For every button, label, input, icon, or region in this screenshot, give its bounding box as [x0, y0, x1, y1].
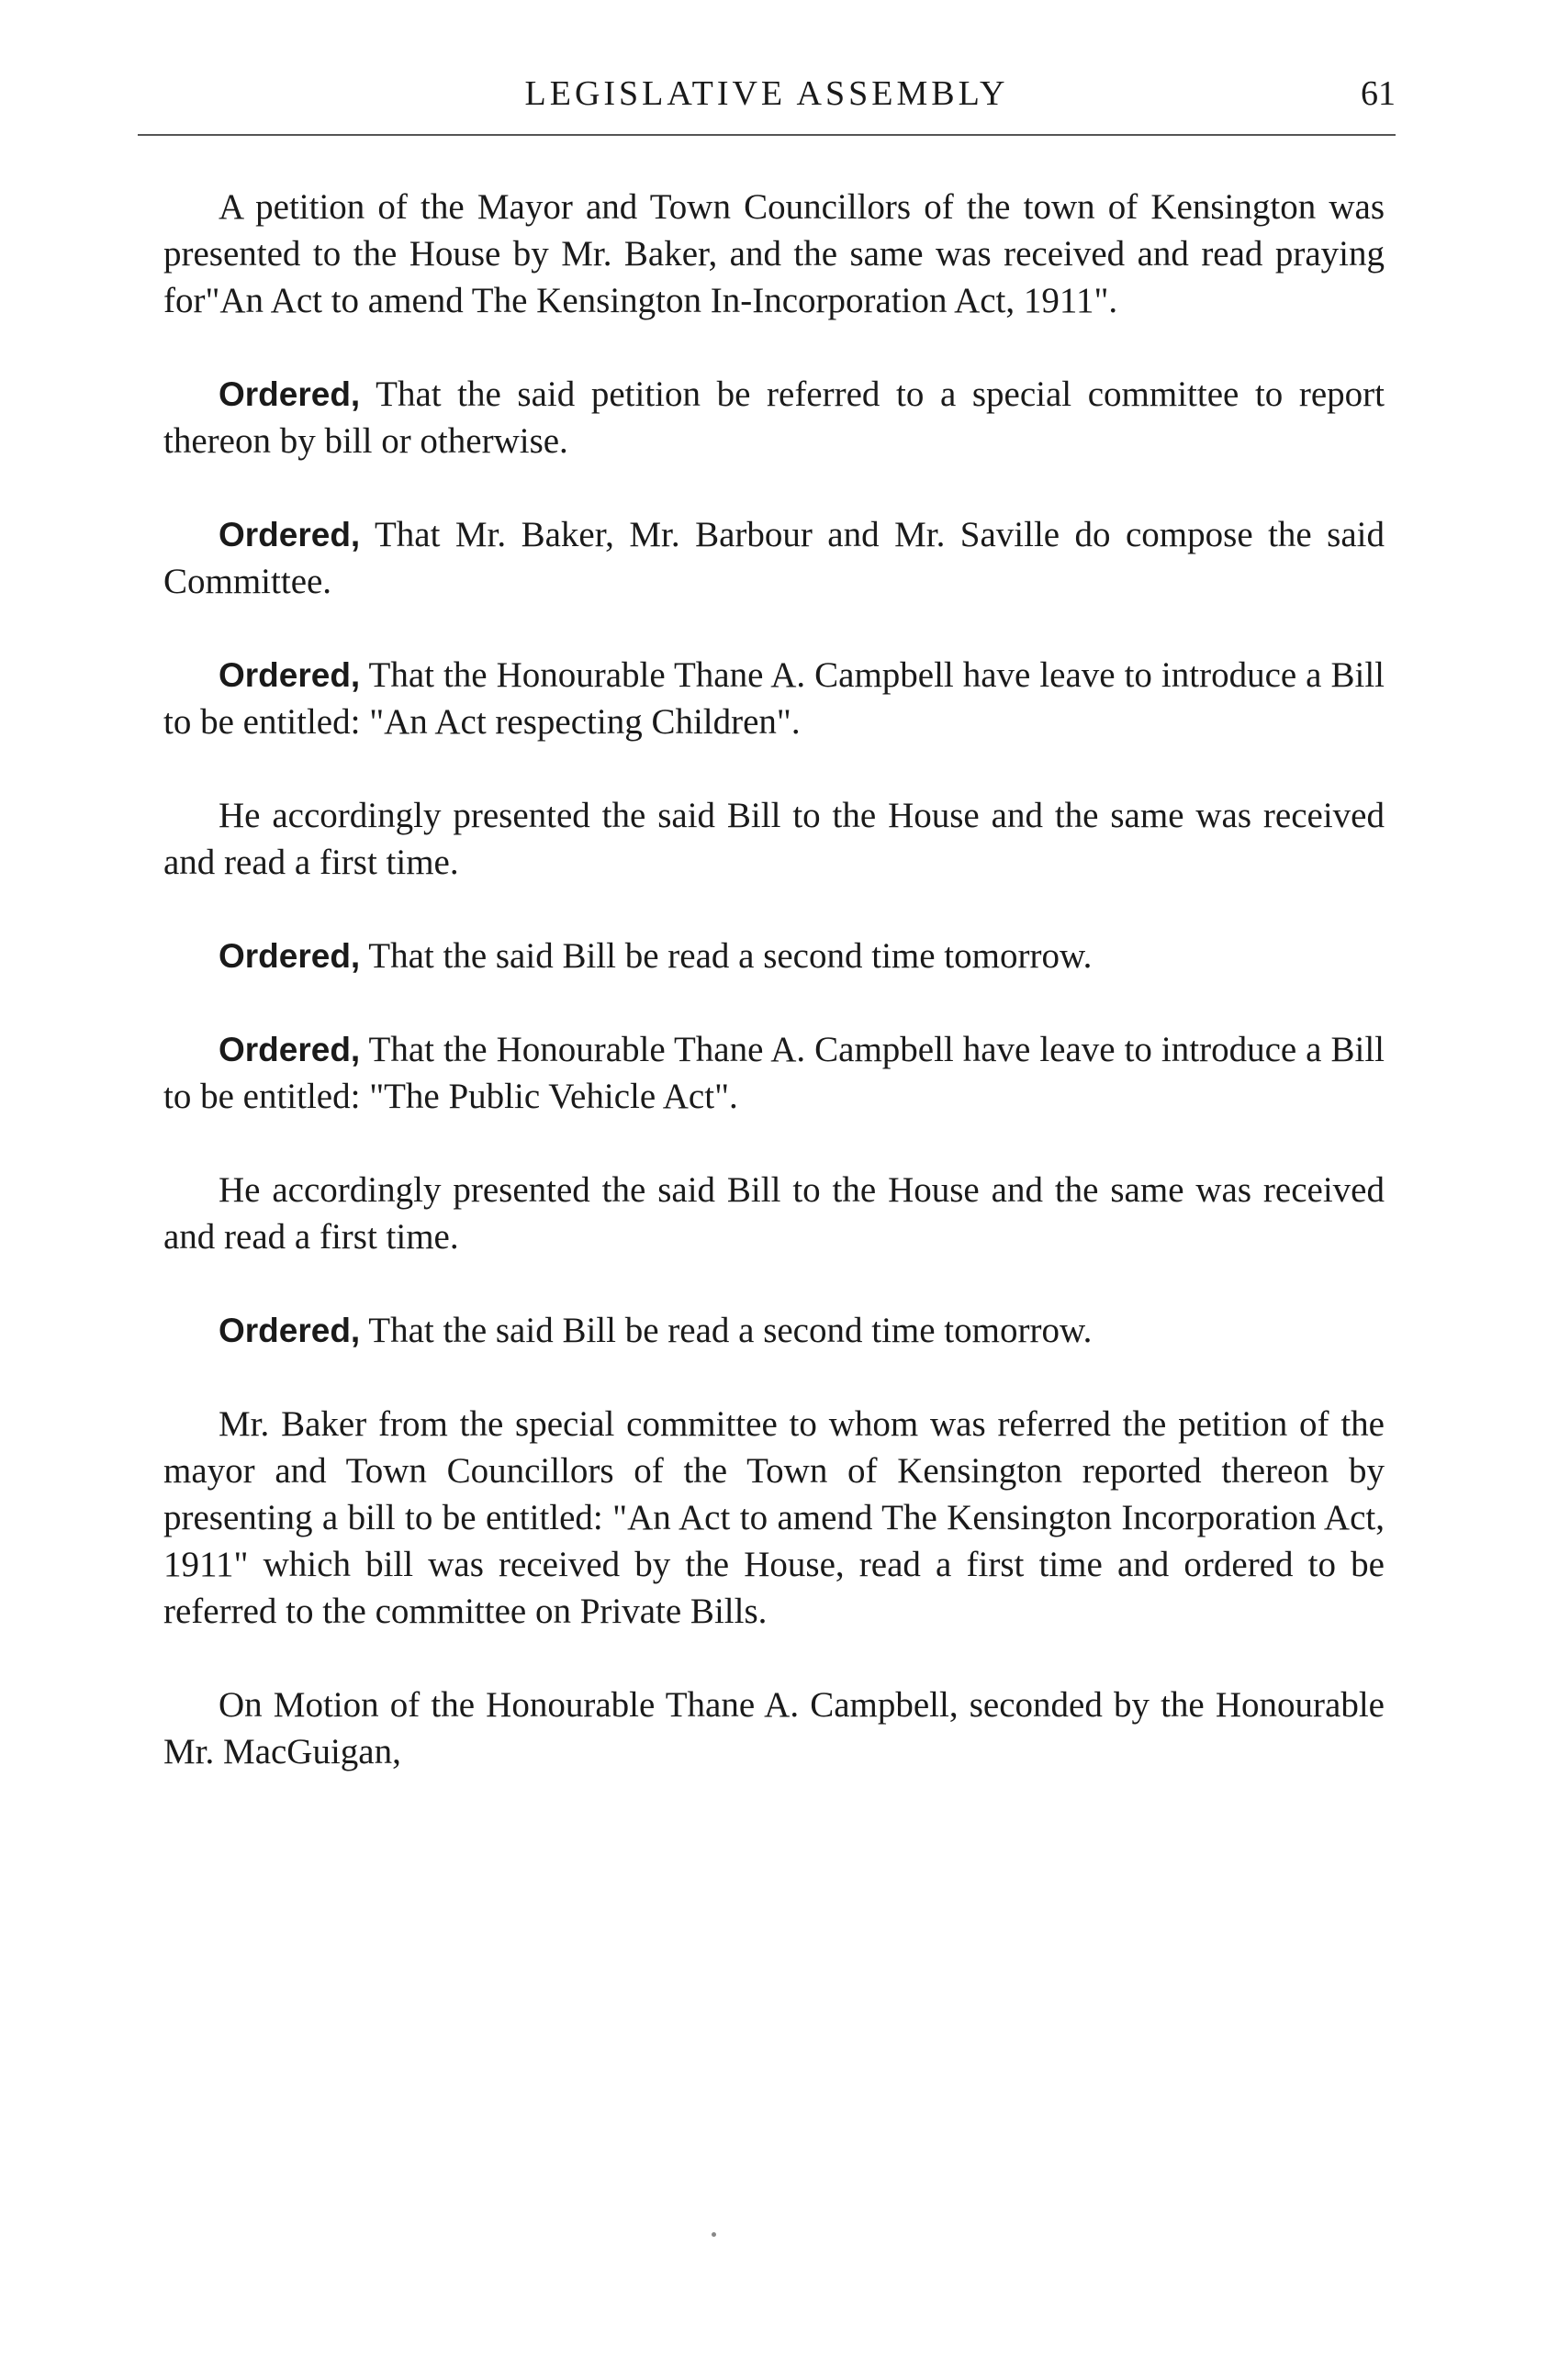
- paragraph-motion: [163, 1682, 1385, 1775]
- paragraph-lead: Ordered,: [219, 937, 361, 975]
- paragraph-lead: Ordered,: [219, 1312, 361, 1349]
- paragraph-text: That the said petition be referred to a special committee to report thereon by bill or otherwise.: [163, 374, 1385, 461]
- header-rule: [138, 134, 1396, 136]
- paragraph-lead: Ordered,: [219, 516, 361, 553]
- body-text: [163, 184, 1385, 1822]
- paragraph-text: That the said Bill be read a second time tomorrow.: [360, 936, 1093, 976]
- paragraph-order-second-reading-vehicle: [163, 1307, 1385, 1354]
- paragraph-text: That Mr. Baker, Mr. Barbour and Mr. Saville do compose the said Committee.: [163, 515, 1385, 601]
- paragraph-committee-report: [163, 1401, 1385, 1635]
- page-header: [138, 66, 1396, 130]
- paragraph-text: That the Honourable Thane A. Campbell have leave to introduce a Bill to be entitled: "An Act respecting Children".: [163, 655, 1385, 742]
- speck-mark: [712, 2232, 716, 2237]
- paragraph-text: He accordingly presented the said Bill to the House and the same was received and read a first time.: [163, 1170, 1385, 1257]
- paragraph-petition: [163, 184, 1385, 324]
- paragraph-text: He accordingly presented the said Bill to the House and the same was received and read a first time.: [163, 796, 1385, 882]
- paragraph-text: Mr. Baker from the special committee to whom was referred the petition of the mayor and Town Councillors of the Town of Kensington reported thereon by presenting a bill to be entitled: "An Act to amend The Kensington Incorporation Act, 1911" which bill was received by the House, read a first time and ordered to be referred to the committee on Private Bills.: [163, 1404, 1385, 1631]
- paragraph-first-reading-vehicle: [163, 1167, 1385, 1260]
- paragraph-text: That the said Bill be read a second time tomorrow.: [360, 1311, 1093, 1350]
- paragraph-order-refer-committee: [163, 371, 1385, 464]
- paragraph-first-reading-children: [163, 792, 1385, 886]
- running-head: LEGISLATIVE ASSEMBLY: [524, 74, 1009, 113]
- paragraph-lead: Ordered,: [219, 656, 361, 694]
- paragraph-lead: Ordered,: [219, 375, 361, 413]
- page-number: 61: [1361, 74, 1396, 113]
- paragraph-text: That the Honourable Thane A. Campbell have leave to introduce a Bill to be entitled: "The Public Vehicle Act".: [163, 1030, 1385, 1116]
- paragraph-text: A petition of the Mayor and Town Councillors of the town of Kensington was presented to the House by Mr. Baker, and the same was received and read praying for"An Act to amend The Kensington In-Incorporation Act, 1911".: [163, 187, 1385, 320]
- paragraph-order-children-bill: [163, 652, 1385, 745]
- paragraph-order-vehicle-bill: [163, 1026, 1385, 1120]
- paragraph-order-compose-committee: [163, 511, 1385, 605]
- paragraph-text: On Motion of the Honourable Thane A. Campbell, seconded by the Honourable Mr. MacGuigan,: [163, 1685, 1385, 1771]
- paragraph-lead: Ordered,: [219, 1031, 361, 1068]
- paragraph-order-second-reading-children: [163, 933, 1385, 979]
